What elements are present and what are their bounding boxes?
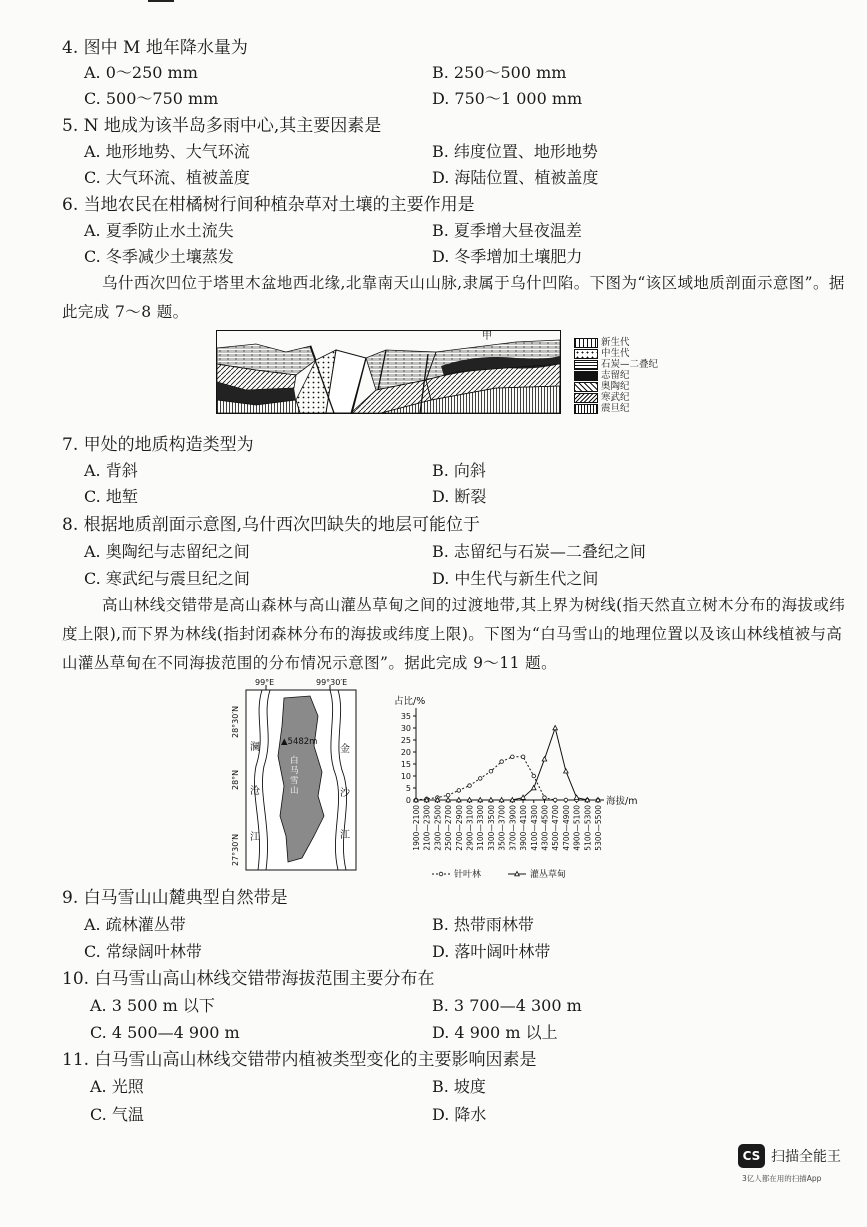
- legend-sinian: 震旦纪: [601, 403, 630, 414]
- reserve-label: 白马雪山: [290, 756, 299, 796]
- point-1: [564, 798, 568, 802]
- q8-option-d: D. 中生代与新生代之间: [432, 569, 599, 588]
- x-tick-label: 4900—5100: [572, 805, 582, 851]
- y-tick-label: 25: [400, 736, 411, 745]
- q9-option-b: B. 热带雨林带: [432, 915, 534, 934]
- x-tick-label: 3500—3700: [497, 805, 507, 851]
- river-jinsha-2: 沙: [340, 788, 350, 799]
- point-1: [532, 774, 536, 778]
- x-tick-label: 2500—2700: [444, 805, 454, 851]
- river-jinsha-1: 金: [340, 744, 350, 755]
- q9-option-c: C. 常绿阔叶林带: [84, 942, 202, 961]
- passage-7-8: 乌什西次凹位于塔里木盆地西北缘,北靠南天山山脉,隶属于乌什凹陷。下图为“该区域地质剖面示意图”。据此完成 7～8 题。: [62, 274, 845, 321]
- point-1: [457, 789, 461, 793]
- x-tick-label: 2300—2500: [433, 805, 443, 851]
- q8-option-b: B. 志留纪与石炭—二叠纪之间: [432, 542, 646, 561]
- y-tick-label: 10: [400, 772, 411, 781]
- river-jinsha-3: 江: [340, 830, 350, 841]
- vegetation-chart: [388, 686, 648, 886]
- q11-option-c: C. 气温: [90, 1105, 144, 1124]
- q11-option-a: A. 光照: [90, 1077, 144, 1096]
- question-5-stem: 5. N 地成为该半岛多雨中心,其主要因素是: [62, 116, 382, 136]
- q4-option-c: C. 500～750 mm: [84, 89, 219, 108]
- y-tick-label: 35: [400, 712, 411, 721]
- q7-option-c: C. 地堑: [84, 487, 138, 506]
- lon-label-99e: 99°E: [255, 678, 275, 687]
- q7-option-d: D. 断裂: [432, 487, 487, 506]
- geologic-section-figure: [216, 330, 659, 414]
- vegetation-chart-svg: [388, 686, 648, 886]
- q11-option-d: D. 降水: [432, 1105, 487, 1124]
- point-1: [446, 793, 450, 797]
- question-8-stem: 8. 根据地质剖面示意图,乌什西次凹缺失的地层可能位于: [62, 515, 481, 535]
- lon-label-99-30e: 99°30′E: [316, 678, 348, 687]
- x-tick-label: 4300—4500: [540, 805, 550, 851]
- q11-option-b: B. 坡度: [432, 1077, 486, 1096]
- q10-option-a: A. 3 500 m 以下: [90, 996, 215, 1015]
- question-9-stem: 9. 白马雪山山麓典型自然带是: [62, 888, 288, 908]
- x-tick-label: 4500—4700: [551, 805, 561, 851]
- q5-option-b: B. 纬度位置、地形地势: [432, 142, 598, 161]
- point-2: [564, 769, 569, 773]
- legend-label-1: 针叶林: [454, 870, 482, 880]
- q8-option-c: C. 寒武纪与震旦纪之间: [84, 569, 250, 588]
- lat-label-27-30n: 27°30′N: [231, 833, 240, 866]
- point-2: [531, 786, 536, 790]
- point-2: [574, 795, 579, 799]
- x-tick-label: 5100—5300: [583, 805, 593, 851]
- y-tick-label: 30: [400, 724, 411, 733]
- legend-carboniferous-permian: 石炭—二叠纪: [601, 359, 659, 370]
- x-tick-label: 3300—3500: [486, 805, 496, 851]
- river-lancang-3: 江: [250, 832, 260, 843]
- y-tick-label: 5: [405, 784, 411, 793]
- x-tick-label: 1900—2100: [412, 805, 421, 851]
- question-4-stem: 4. 图中 M 地年降水量为: [62, 38, 248, 58]
- y-tick-label: 15: [400, 760, 411, 769]
- legend-mesozoic: 中生代: [601, 348, 630, 359]
- point-1: [543, 796, 547, 800]
- legend-marker-1: [439, 872, 443, 876]
- x-tick-label: 4700—4900: [561, 805, 571, 851]
- point-1: [553, 798, 557, 802]
- q8-option-a: A. 奥陶纪与志留纪之间: [84, 542, 250, 561]
- x-tick-label: 2700—2900: [454, 805, 464, 851]
- camscanner-logo-icon: CS: [738, 1144, 765, 1168]
- point-1: [478, 777, 482, 781]
- legend-silurian: 志留纪: [601, 370, 630, 381]
- q7-option-b: B. 向斜: [432, 461, 486, 480]
- q6-option-b: B. 夏季增大昼夜温差: [432, 221, 582, 240]
- baima-location-map: [226, 676, 366, 876]
- legend-cenozoic: 新生代: [601, 337, 630, 348]
- point-1: [511, 755, 515, 759]
- y-axis-title: 占比/%: [394, 696, 426, 707]
- passage-9-11: 高山林线交错带是高山森林与高山灌丛草甸之间的过渡地带,其上界为树线(指天然直立树木分布的海拔或纬度上限),而下界为林线(指封闭森林分布的海拔或纬度上限)。下图为“白马雪山的地理位置以及该山林线植被与高山灌丛草甸在不同海拔范围的分布情况示意图”。据此完成 9～11 题。: [62, 596, 846, 672]
- q6-option-c: C. 冬季减少土壤蒸发: [84, 247, 234, 266]
- point-1: [500, 760, 504, 764]
- legend-ordovician: 奥陶纪: [601, 381, 630, 392]
- q6-option-d: D. 冬季增加土壤肥力: [432, 247, 583, 266]
- q5-option-c: C. 大气环流、植被盖度: [84, 168, 250, 187]
- y-tick-label: 20: [400, 748, 411, 757]
- x-tick-label: 3700—3900: [508, 805, 518, 851]
- lat-label-28-30n: 28°30′N: [231, 705, 240, 738]
- x-tick-label: 2100—2300: [422, 805, 432, 851]
- point-2: [542, 757, 547, 761]
- x-tick-label: 5300—5500: [594, 805, 603, 851]
- geologic-section-diagram: [216, 330, 561, 414]
- q10-option-c: C. 4 500—4 900 m: [90, 1023, 240, 1042]
- series-line-2: [416, 728, 598, 800]
- q9-option-a: A. 疏林灌丛带: [84, 915, 186, 934]
- point-1: [489, 769, 493, 773]
- q9-option-d: D. 落叶阔叶林带: [432, 942, 551, 961]
- point-1: [521, 755, 525, 759]
- question-7-stem: 7. 甲处的地质构造类型为: [62, 435, 254, 455]
- point-1: [468, 784, 472, 788]
- x-tick-label: 4100—4300: [529, 805, 539, 851]
- q7-option-a: A. 背斜: [84, 461, 138, 480]
- legend-label-2: 灌丛草甸: [530, 870, 567, 880]
- legend-cambrian: 寒武纪: [601, 392, 630, 403]
- q5-option-d: D. 海陆位置、植被盖度: [432, 168, 599, 187]
- geologic-legend: [574, 334, 659, 414]
- marker-jia: 甲: [482, 331, 492, 342]
- river-lancang-1: 澜: [250, 742, 260, 753]
- q4-option-a: A. 0～250 mm: [84, 63, 198, 82]
- camscanner-tagline: 3亿人都在用的扫描App: [742, 1174, 822, 1183]
- q6-option-a: A. 夏季防止水土流失: [84, 221, 234, 240]
- x-axis-title: 海拔/m: [606, 796, 638, 807]
- q4-option-d: D. 750～1 000 mm: [432, 89, 583, 108]
- camscanner-name: 扫描全能王: [771, 1149, 841, 1165]
- q10-option-b: B. 3 700—4 300 m: [432, 996, 582, 1015]
- lat-label-28n: 28°N: [231, 769, 240, 790]
- question-11-stem: 11. 白马雪山高山林线交错带内植被类型变化的主要影响因素是: [62, 1050, 537, 1070]
- x-tick-label: 3100—3300: [476, 805, 486, 851]
- question-6-stem: 6. 当地农民在柑橘树行间种植杂草对土壤的主要作用是: [62, 195, 475, 215]
- river-lancang-2: 沧: [250, 786, 260, 797]
- y-tick-label: 0: [405, 796, 411, 805]
- q5-option-a: A. 地形地势、大气环流: [84, 142, 250, 161]
- x-tick-label: 3900—4100: [519, 805, 529, 851]
- q4-option-b: B. 250～500 mm: [432, 63, 567, 82]
- series-line-1: [416, 757, 598, 800]
- point-2: [553, 726, 558, 730]
- x-tick-label: 2900—3100: [465, 805, 475, 851]
- peak-label: ▲5482m: [281, 737, 318, 747]
- q10-option-d: D. 4 900 m 以上: [432, 1023, 558, 1042]
- page-top-mark: [148, 0, 174, 2]
- question-10-stem: 10. 白马雪山高山林线交错带海拔范围主要分布在: [62, 969, 435, 989]
